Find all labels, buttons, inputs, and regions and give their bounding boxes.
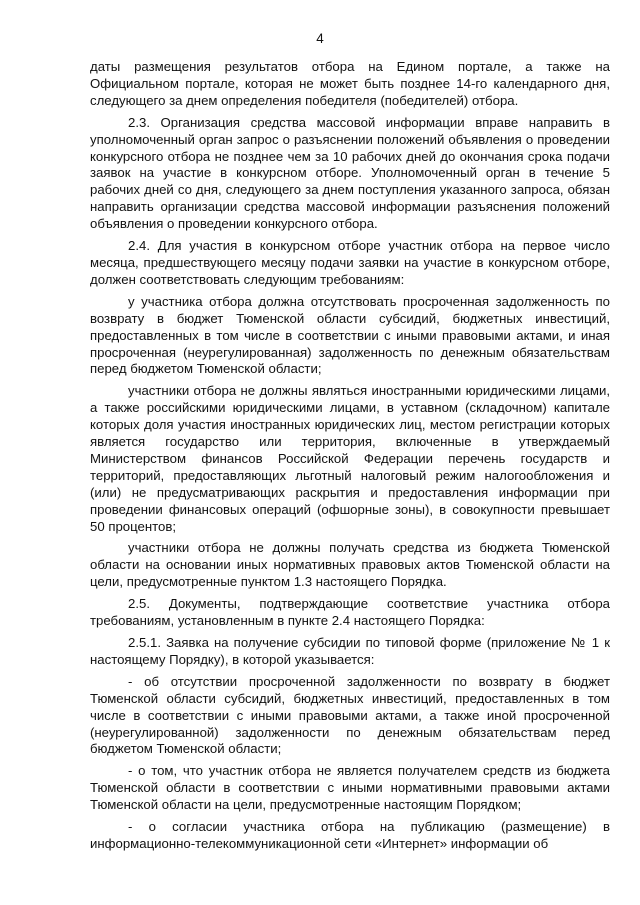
paragraph-list-item-3: - о согласии участника отбора на публикацию (размещение) в информационно-телекоммуникационной сети «Интернет» информации об	[90, 819, 610, 851]
paragraph-requirement-3: участники отбора не должны получать средства из бюджета Тюменской области на основании иных нормативных правовых актов Тюменской области на цели, предусмотренные пунктом 1.3 настоящего Порядка.	[90, 540, 610, 590]
paragraph-list-item-1: - об отсутствии просроченной задолженности по возврату в бюджет Тюменской области субсидий, бюджетных инвестиций, предоставленных в том числе в соответствии с иными правовыми актами, а также иной просроченной (неурегулированной) задолженности по денежным обязательствам перед бюджетом Тюменской области;	[90, 673, 610, 757]
paragraph-requirement-2: участники отбора не должны являться иностранными юридическими лицами, а также российскими юридическими лицами, в уставном (складочном) капитале которых доля участия иностранных юридических лиц, местом регистрации которых является государство или территория, включенные в утверждаемый Министерством финансов Российской Федерации перечень государств и территорий, предоставляющих льготный налоговый режим налогообложения и (или) не предусматривающих раскрытия и предоставления информации при проведении финансовых операций (офшорные зоны), в совокупности превышает 50 процентов;	[90, 383, 610, 534]
document-body	[90, 59, 610, 853]
paragraph-2-3: 2.3. Организация средства массовой информации вправе направить в уполномоченный орган запрос о разъяснении положений объявления о проведении конкурсного отбора не позднее чем за 10 рабочих дней до окончания срока подачи заявок на участие в конкурсном отборе. Уполномоченный орган в течение 5 рабочих дней со дня, следующего за днем поступления указанного запроса, обязан направить организации средства массовой информации разъяснения положений объявления о проведении конкурсного отбора.	[90, 114, 610, 232]
paragraph-requirement-1: у участника отбора должна отсутствовать просроченная задолженность по возврату в бюджет Тюменской области субсидий, бюджетных инвестиций, предоставленных в том числе в соответствии с иными правовыми актами, и иная просроченная (неурегулированная) задолженность по денежным обязательствам перед бюджетом Тюменской области;	[90, 293, 610, 377]
paragraph-2-5-1: 2.5.1. Заявка на получение субсидии по типовой форме (приложение № 1 к настоящему Порядку), в которой указывается:	[90, 635, 610, 667]
page-number: 4	[316, 31, 324, 46]
paragraph-2-4: 2.4. Для участия в конкурсном отборе участник отбора на первое число месяца, предшествующего месяцу подачи заявки на участие в конкурсном отборе, должен соответствовать следующим требованиям:	[90, 238, 610, 287]
paragraph-list-item-2: - о том, что участник отбора не является получателем средств из бюджета Тюменской области в соответствии с иными нормативными правовыми актами Тюменской области на цели, предусмотренные настоящим Порядком;	[90, 763, 610, 813]
paragraph-2-5: 2.5. Документы, подтверждающие соответствие участника отбора требованиям, установленным в пункте 2.4 настоящего Порядка:	[90, 596, 610, 629]
paragraph-continuation: даты размещения результатов отбора на Едином портале, а также на Официальном портале, которая не может быть позднее 14-го календарного дня, следующего за днем определения победителя (победителей) отбора.	[90, 59, 610, 108]
